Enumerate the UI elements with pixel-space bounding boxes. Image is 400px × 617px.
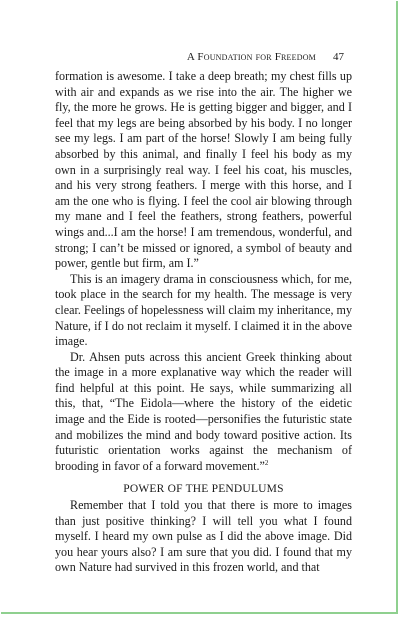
section-heading: POWER OF THE PENDULUMS [123,483,284,496]
book-page [1,1,398,614]
paragraph-pendulums: Remember that I told you that there is more to images than just positive thinking? I will tell you what I found myself. I heard my own pulse as I did the above image. Did you hear yours also? I am sure that you did. I found that my own Nature had survived in this frozen world, and that [55,498,352,575]
page-body [55,69,352,576]
page-number: 47 [333,51,344,63]
paragraph-ahsen-quote [55,350,352,475]
paragraph-ahsen-quote-text: Dr. Ahsen puts across this ancient Greek thinking about the image in a more explanative way which the reader will find helpful at this point. He says, while summarizing all this, that, “The Eidola—where the history of the eidetic image and the Eide is rooted—personifies the futuristic state and mobilizes the mind and body toward positive action. Its futuristic orientation works against the mechanism of brooding in favor of a forward movement.” [55,349,352,473]
footnote-reference: 2 [264,458,269,467]
paragraph-imagery-drama: This is an imagery drama in consciousness which, for me, took place in the search for my health. The message is very clear. Feelings of hopelessness will claim my inheritance, my Nature, if I do not reclaim it myself. I claimed it in the above image. [55,271,352,349]
paragraph-continued: formation is awesome. I take a deep breath; my chest fills up with air and expands as we rise into the air. The higher we fly, the more he grows. He is getting bigger and bigger, and I feel that my legs are being absorbed by his body. I no longer see my legs. I am part of the horse! Slowly I am being fully absorbed by this animal, and finally I feel his body as my own in a surprisingly real way. I feel his coat, his muscles, and his very strong feathers. I merge with this horse, and I am the one who is flying. I feel the cool air blowing through my mane and I feel the feathers, strong feathers, powerful wings and...I am the horse! I am tremendous, wonderful, and strong; I can’t be missed or ignored, a symbol of beauty and power, gentle but firm, am I.” [55,69,352,271]
running-head: A Foundation for Freedom [186,51,316,63]
page-header [1,51,396,65]
